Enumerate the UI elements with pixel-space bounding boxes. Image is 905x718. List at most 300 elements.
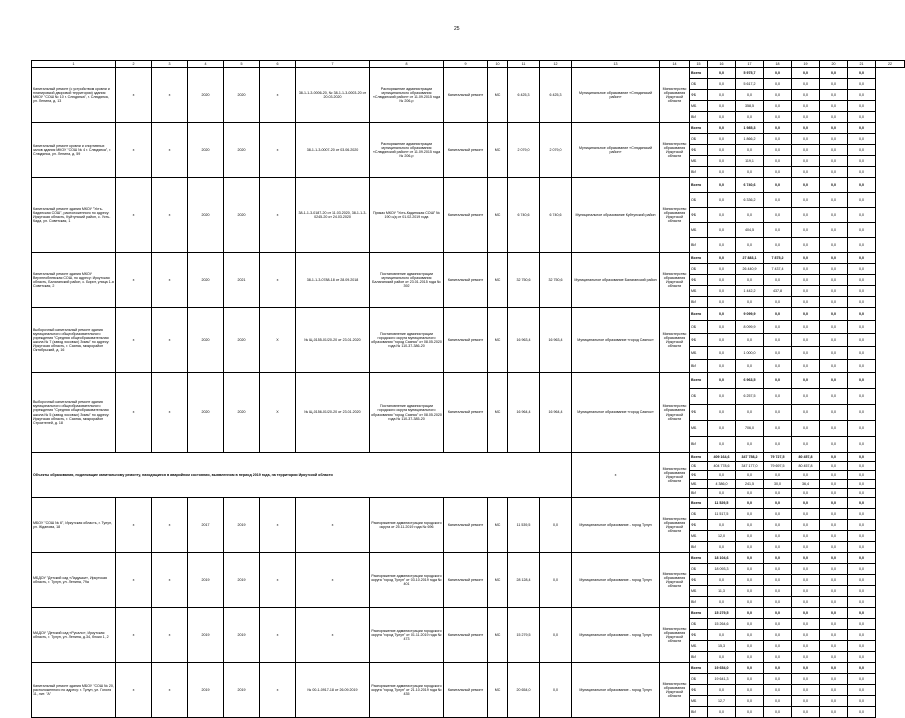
funding-value: 0,0 [792, 360, 820, 373]
expertise-field: x [296, 553, 370, 608]
funding-value: 0,0 [792, 145, 820, 156]
section-executor: x [572, 453, 660, 498]
funding-value: 0,0 [764, 238, 792, 253]
funding-value: 0,0 [848, 696, 876, 707]
funding-value: 15 264,6 [708, 619, 736, 630]
funding-value: 79 697,5 [764, 462, 792, 471]
funding-value: 0,0 [736, 90, 764, 101]
funding-source: ФБ [690, 90, 708, 101]
funding-value: 0,0 [792, 373, 820, 389]
object-field: x [260, 608, 296, 663]
funding-value: 6 963,5 [736, 373, 764, 389]
funding-value: 0,0 [820, 286, 848, 297]
funding-value: 0,0 [792, 90, 820, 101]
funding-value: 0,0 [820, 619, 848, 630]
decision-field: Распоряжение администрации городского округа "город Тулун" от 21.10.2019 года № 435 [370, 663, 444, 718]
funding-value: 0,0 [820, 520, 848, 531]
funding-value: 0,0 [764, 608, 792, 619]
funding-value: 0,0 [708, 238, 736, 253]
funding-value: 0,0 [848, 498, 876, 509]
funding-value: 241,5 [736, 480, 764, 489]
funding-value: 0,0 [736, 663, 764, 674]
funding-value: 0,0 [848, 509, 876, 520]
executor: Муниципальное образование «город Саянск» [572, 373, 660, 453]
funding-value: 0,0 [848, 308, 876, 321]
funding-value: 1 000,0 [736, 347, 764, 360]
responsible-body: Министерство образования Иркутской области [660, 663, 690, 718]
funding-value: 0,0 [848, 575, 876, 586]
object-name: Капитальный ремонт здания МКОУ Верхнеоблевская СОШ, по адресу: Иркутская область, Балаганский район, с. Бирит, улица 1-я Советская, 2 [32, 253, 116, 308]
object-name: МАДОУ "Детский сад «Русало», Иркутская область, г. Тулун, ул. Ленина, д.34, блоки 1, 2 [32, 608, 116, 663]
funding-value: 0,0 [708, 405, 736, 421]
funding-value: 0,0 [764, 520, 792, 531]
object-field: x [116, 308, 152, 373]
funding-value: 0,0 [820, 101, 848, 112]
funding-value: 0,0 [792, 79, 820, 90]
funding-source: ОБ [690, 134, 708, 145]
object-field: 2020 [224, 68, 260, 123]
object-field: x [260, 123, 296, 178]
funding-value: 0,0 [764, 674, 792, 685]
funding-value: 0,0 [848, 437, 876, 453]
funding-value: 0,0 [736, 542, 764, 553]
column-number-cell: 17 [736, 61, 764, 68]
expertise-field: 38-1-1-3-0187-20 от 11.03.2020, 38-1-1-3-0245-20 от 24.03.2020 [296, 178, 370, 253]
ownership: МС [488, 308, 508, 373]
object-field: x [260, 663, 296, 718]
object-field: x [116, 178, 152, 253]
funding-value: 0,0 [848, 297, 876, 308]
decision-field: Постановление администрации муниципального образования Балаганский район от 23.01.2015 года № 392 [370, 253, 444, 308]
funding-value: 0,0 [820, 674, 848, 685]
funding-value: 0,0 [764, 553, 792, 564]
estimated-cost: 28 128,4 [508, 553, 540, 608]
object-field: x [152, 373, 188, 453]
executor: Муниципальное образование «Слюдянский район» [572, 123, 660, 178]
object-field: 2020 [188, 373, 224, 453]
funding-value: 0,0 [764, 421, 792, 437]
funding-value: 0,0 [736, 360, 764, 373]
funding-value: 0,0 [736, 597, 764, 608]
funding-value: 7 875,2 [764, 253, 792, 264]
funding-value: 0,0 [764, 90, 792, 101]
funding-value: 0,0 [764, 389, 792, 405]
object-name: МБОУ "СОШ № 6", Иркутская область, г. Тулун, ул. Жданова, 18 [32, 498, 116, 553]
funding-value: 0,0 [764, 564, 792, 575]
funding-source: ФБ [690, 630, 708, 641]
funding-value: 0,0 [820, 145, 848, 156]
object-field: 2020 [224, 308, 260, 373]
funding-value: 0,0 [848, 79, 876, 90]
funding-value: 0,0 [764, 597, 792, 608]
funding-value: 0,0 [764, 489, 792, 498]
funding-value: 0,0 [848, 90, 876, 101]
funding-value: 0,0 [764, 321, 792, 334]
funding-value: 0,0 [764, 630, 792, 641]
funding-value: 0,0 [792, 223, 820, 238]
funding-value: 0,0 [848, 564, 876, 575]
funding-value: 0,0 [820, 308, 848, 321]
funding-value: 0,0 [848, 685, 876, 696]
work-type: Капитальный ремонт [444, 253, 488, 308]
funding-value: 0,0 [764, 471, 792, 480]
funding-value: 0,0 [708, 123, 736, 134]
estimated-cost: 15 279,5 [508, 608, 540, 663]
funding-value: 0,0 [848, 608, 876, 619]
funding-value: 0,0 [820, 437, 848, 453]
table-row [32, 68, 905, 79]
funding-value: 0,0 [820, 663, 848, 674]
ownership: МС [488, 373, 508, 453]
column-number-cell: 20 [820, 61, 848, 68]
table-body [32, 61, 905, 718]
funding-value: 0,0 [792, 652, 820, 663]
funding-value: 0,0 [820, 630, 848, 641]
funding-value: 706,0 [736, 421, 764, 437]
funding-source: ВИ [690, 489, 708, 498]
object-field: 2019 [188, 608, 224, 663]
funding-value: 0,0 [708, 167, 736, 178]
expertise-field: 38-1-1-3-0007-20 от 03.06.2020 [296, 123, 370, 178]
funding-source: ОБ [690, 509, 708, 520]
funding-value: 0,0 [820, 347, 848, 360]
funding-value: 0,0 [764, 193, 792, 208]
funding-value: 0,0 [708, 652, 736, 663]
funding-value: 15 279,5 [708, 608, 736, 619]
funding-value: 0,0 [708, 308, 736, 321]
funding-value: 12,0 [708, 531, 736, 542]
funding-source: Всего [690, 453, 708, 462]
funding-value: 347 177,0 [736, 462, 764, 471]
funding-value: 0,0 [848, 471, 876, 480]
column-number-cell: 6 [260, 61, 296, 68]
funding-value: 0,0 [820, 123, 848, 134]
expertise-field: x [296, 498, 370, 553]
funding-value: 0,0 [764, 123, 792, 134]
ownership: МС [488, 498, 508, 553]
funding-value: 0,0 [792, 696, 820, 707]
ownership: МС [488, 68, 508, 123]
object-field: X [260, 308, 296, 373]
funding-value: 0,0 [848, 421, 876, 437]
object-field: 2021 [224, 253, 260, 308]
funding-value: 0,0 [820, 685, 848, 696]
funding-value: 0,0 [848, 389, 876, 405]
object-field: 2017 [188, 498, 224, 553]
funding-value: 11 529,5 [708, 498, 736, 509]
funding-value: 0,0 [764, 575, 792, 586]
funding-value: 0,0 [736, 405, 764, 421]
funding-value: 0,0 [792, 286, 820, 297]
funding-value: 0,0 [820, 297, 848, 308]
funding-value: 0,0 [792, 193, 820, 208]
table-row [32, 123, 905, 134]
funding-value: 119,1 [736, 156, 764, 167]
column-number-cell: 1 [32, 61, 116, 68]
column-number-cell: 7 [296, 61, 370, 68]
funding-value: 0,0 [792, 586, 820, 597]
funding-value: 0,0 [708, 178, 736, 193]
funding-value: 0,0 [764, 145, 792, 156]
object-field: 2019 [224, 608, 260, 663]
funding-value: 0,0 [820, 652, 848, 663]
funding-value: 0,0 [792, 575, 820, 586]
funding-value: 0,0 [848, 275, 876, 286]
funding-value: 358,5 [736, 101, 764, 112]
funding-value: 0,0 [820, 696, 848, 707]
funding-value: 0,0 [848, 586, 876, 597]
object-field: 2019 [224, 663, 260, 718]
section-responsible: Министерство образования Иркутской области [660, 453, 690, 498]
funding-value: 0,0 [820, 178, 848, 193]
ownership: МС [488, 663, 508, 718]
work-type: Капитальный ремонт [444, 123, 488, 178]
remaining-cost: 16 963,4 [540, 308, 572, 373]
funding-value: 0,0 [736, 641, 764, 652]
responsible-body: Министерство образования Иркутской области [660, 553, 690, 608]
funding-value: 0,0 [708, 542, 736, 553]
funding-value: 0,0 [792, 321, 820, 334]
funding-value: 30,0 [764, 480, 792, 489]
funding-value: 0,0 [792, 347, 820, 360]
funding-value: 0,0 [848, 178, 876, 193]
funding-value: 0,0 [736, 685, 764, 696]
funding-value: 0,0 [820, 134, 848, 145]
funding-value: 0,0 [848, 652, 876, 663]
funding-value: 11,3 [708, 586, 736, 597]
responsible-body: Министерство образования Иркутской области [660, 123, 690, 178]
responsible-body: Министерство образования Иркутской области [660, 373, 690, 453]
funding-value: 0,0 [736, 586, 764, 597]
funding-value: 0,0 [764, 334, 792, 347]
funding-value: 0,0 [736, 208, 764, 223]
funding-value: 0,0 [736, 275, 764, 286]
object-name: Капитальный ремонт здания МКОУ "Усть-Кадинская СОШ", расположенного по адресу: Иркутская область, Куйтунский район, с. Усть-Када, ул. Советская, 1 [32, 178, 116, 253]
object-name: Выборочный капитальный ремонт здания муниципального общеобразовательного учреждения "Средняя общеобразовательная школа № 7 (завод эосовых) Зимы" по адресу: Иркутская область, г. Саянск, микрорайон Октябрьский, д. 16 [32, 308, 116, 373]
table-row [32, 253, 905, 264]
funding-value: 0,0 [792, 531, 820, 542]
responsible-body: Министерство образования Иркутской области [660, 498, 690, 553]
remaining-cost: 6 425,3 [540, 68, 572, 123]
estimated-cost: 16 963,4 [508, 308, 540, 373]
funding-value: 0,0 [820, 471, 848, 480]
funding-value: 0,0 [736, 674, 764, 685]
funding-value: 5 617,2 [736, 79, 764, 90]
funding-value: 0,0 [708, 68, 736, 79]
funding-value: 0,0 [736, 334, 764, 347]
remaining-cost: 16 964,4 [540, 373, 572, 453]
executor: Муниципальное образование - город Тулун [572, 608, 660, 663]
estimated-cost: 20 654,0 [508, 663, 540, 718]
object-field: x [260, 178, 296, 253]
funding-value: 7 437,4 [764, 264, 792, 275]
estimated-cost: 32 750,6 [508, 253, 540, 308]
table-row [32, 308, 905, 321]
object-field: x [116, 68, 152, 123]
funding-value: 11 517,5 [708, 509, 736, 520]
funding-value: 0,0 [708, 360, 736, 373]
estimated-cost: 6 425,3 [508, 68, 540, 123]
funding-value: 0,0 [792, 707, 820, 718]
remaining-cost: 0,0 [540, 553, 572, 608]
decision-field: Распоряжение администрации городского округа от 25.11.2019 года № 696 [370, 498, 444, 553]
estimated-cost: 2 079,0 [508, 123, 540, 178]
funding-value: 0,0 [820, 373, 848, 389]
funding-value: 0,0 [708, 520, 736, 531]
funding-value: 0,0 [764, 134, 792, 145]
funding-value: 0,0 [764, 178, 792, 193]
funding-value: 0,0 [736, 608, 764, 619]
work-type: Капитальный ремонт [444, 68, 488, 123]
funding-value: 0,0 [764, 437, 792, 453]
funding-value: 0,0 [820, 389, 848, 405]
decision-field: Распоряжение администрации муниципального образования «Слюдянский район» от 11.09.2015 года № 206-р [370, 68, 444, 123]
funding-value: 0,0 [820, 553, 848, 564]
funding-value: 0,0 [820, 405, 848, 421]
funding-value: 0,0 [736, 297, 764, 308]
funding-value: 0,0 [820, 509, 848, 520]
funding-value: 0,0 [848, 542, 876, 553]
funding-value: 0,0 [820, 321, 848, 334]
funding-value: 0,0 [708, 145, 736, 156]
funding-source: ОБ [690, 79, 708, 90]
funding-value: 0,0 [708, 597, 736, 608]
expertise-field: № Щ-0155-01/20-20 от 23.01.2020 [296, 308, 370, 373]
ownership: МС [488, 608, 508, 663]
funding-value: 0,0 [848, 101, 876, 112]
ownership: МС [488, 123, 508, 178]
object-field: 2020 [224, 178, 260, 253]
column-number-cell: 21 [848, 61, 876, 68]
funding-value: 0,0 [764, 223, 792, 238]
object-field: x [152, 498, 188, 553]
funding-value: 404 778,6 [708, 462, 736, 471]
object-field: 2019 [188, 553, 224, 608]
funding-value: 80 457,8 [792, 453, 820, 462]
funding-source: ВИ [690, 652, 708, 663]
funding-value: 0,0 [764, 79, 792, 90]
funding-value: 0,0 [848, 334, 876, 347]
funding-value: 12,7 [708, 696, 736, 707]
funding-source: МБ [690, 101, 708, 112]
funding-value: 0,0 [792, 123, 820, 134]
executor: Муниципальное образование - город Тулун [572, 553, 660, 608]
funding-value: 80 457,8 [792, 462, 820, 471]
funding-value: 0,0 [820, 275, 848, 286]
responsible-body: Министерство образования Иркутской области [660, 178, 690, 253]
funding-value: 0,0 [820, 156, 848, 167]
funding-value: 0,0 [792, 389, 820, 405]
funding-value: 0,0 [764, 542, 792, 553]
funding-value: 0,0 [820, 90, 848, 101]
object-field: x [260, 553, 296, 608]
object-field: 2020 [188, 178, 224, 253]
funding-source: ФБ [690, 575, 708, 586]
funding-value: 0,0 [848, 134, 876, 145]
funding-source: ОБ [690, 193, 708, 208]
funding-value: 0,0 [708, 389, 736, 405]
estimated-cost: 16 964,4 [508, 373, 540, 453]
funding-value: 0,0 [792, 208, 820, 223]
funding-value: 0,0 [708, 334, 736, 347]
funding-value: 0,0 [736, 498, 764, 509]
funding-value: 6 257,5 [736, 389, 764, 405]
funding-source: МБ [690, 156, 708, 167]
column-number-cell: 5 [224, 61, 260, 68]
funding-value: 0,0 [764, 275, 792, 286]
funding-value: 0,0 [848, 553, 876, 564]
funding-value: 0,0 [708, 707, 736, 718]
funding-source: Всего [690, 553, 708, 564]
executor: Муниципальное образование «город Саянск» [572, 308, 660, 373]
funding-value: 0,0 [820, 264, 848, 275]
funding-source: МБ [690, 531, 708, 542]
funding-value: 0,0 [708, 685, 736, 696]
funding-value: 0,0 [792, 156, 820, 167]
executor: Муниципальное образование «Слюдянский район» [572, 68, 660, 123]
table-row [32, 498, 905, 509]
funding-value: 437,8 [764, 286, 792, 297]
funding-value: 0,0 [820, 253, 848, 264]
column-number-cell: 22 [876, 61, 905, 68]
funding-value: 0,0 [736, 696, 764, 707]
funding-value: 0,0 [820, 641, 848, 652]
funding-value: 0,0 [764, 652, 792, 663]
object-field: x [152, 178, 188, 253]
funding-value: 0,0 [848, 619, 876, 630]
funding-value: 0,0 [792, 489, 820, 498]
funding-value: 0,0 [764, 167, 792, 178]
funding-value: 0,0 [848, 630, 876, 641]
object-field: 2020 [188, 68, 224, 123]
funding-value: 0,0 [848, 597, 876, 608]
object-field: 2020 [188, 253, 224, 308]
funding-value: 0,0 [792, 663, 820, 674]
funding-value: 0,0 [792, 619, 820, 630]
funding-source: ФБ [690, 208, 708, 223]
funding-source: ВИ [690, 437, 708, 453]
funding-value: 15,3 [708, 641, 736, 652]
funding-value: 18 093,3 [708, 564, 736, 575]
funding-value: 0,0 [820, 167, 848, 178]
object-name: МБДОУ "Детский сад «Ладушки», Иркутская область, г. Тулун, ул. Ленина, 79а [32, 553, 116, 608]
funding-value: 36,4 [792, 480, 820, 489]
funding-source: МБ [690, 223, 708, 238]
funding-value: 0,0 [848, 453, 876, 462]
funding-source: МБ [690, 696, 708, 707]
column-number-cell: 10 [488, 61, 508, 68]
funding-value: 0,0 [708, 347, 736, 360]
funding-source: ФБ [690, 471, 708, 480]
funding-value: 0,0 [792, 471, 820, 480]
funding-value: 404,5 [736, 223, 764, 238]
object-field: x [116, 373, 152, 453]
funding-value: 0,0 [708, 208, 736, 223]
table-row [32, 663, 905, 674]
object-field: x [116, 608, 152, 663]
funding-value: 18 104,6 [708, 553, 736, 564]
funding-value: 0,0 [848, 145, 876, 156]
funding-value: 0,0 [820, 421, 848, 437]
funding-value: 0,0 [708, 437, 736, 453]
funding-value: 0,0 [736, 575, 764, 586]
object-field: x [152, 663, 188, 718]
funding-value: 1 985,3 [736, 123, 764, 134]
funding-value: 0,0 [708, 630, 736, 641]
column-number-cell: 18 [764, 61, 792, 68]
decision-field: Приказ МКОУ "Усть-Кадинская СОШ" № 190 о/д от 01.02.2019 года [370, 178, 444, 253]
funding-value: 0,0 [792, 641, 820, 652]
